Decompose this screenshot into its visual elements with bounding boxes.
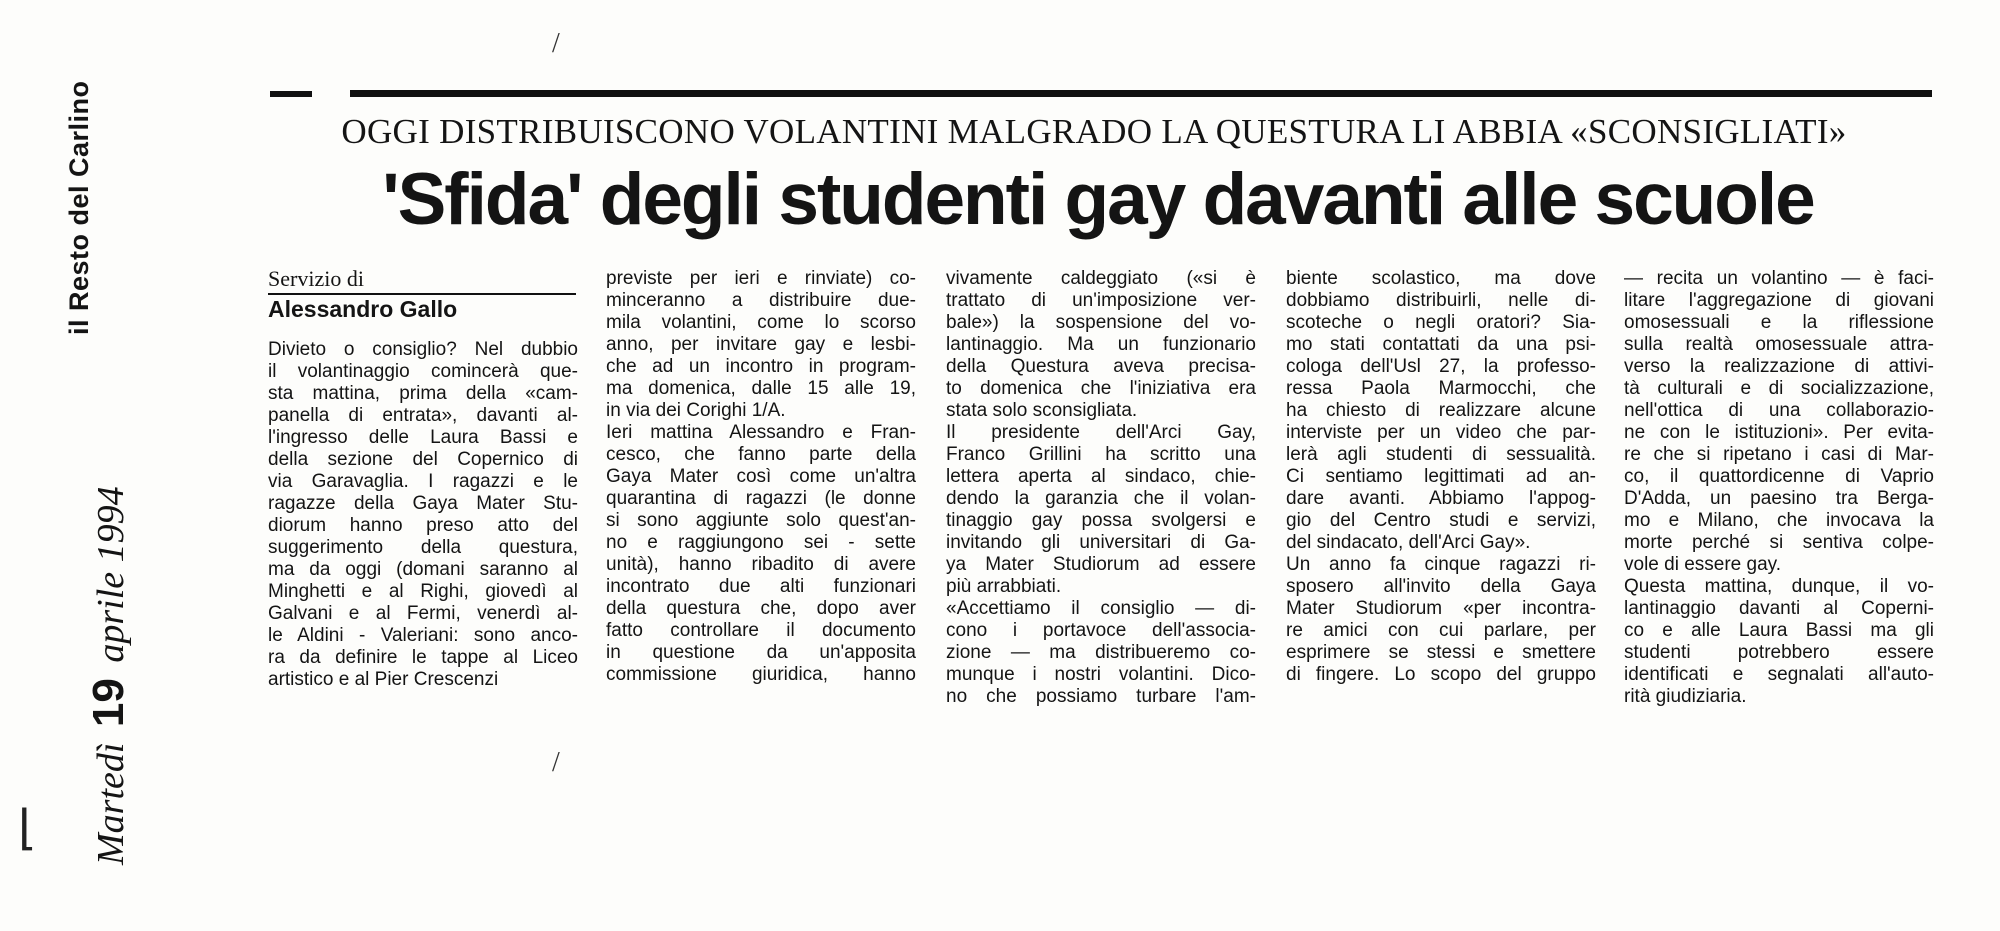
column-line: Questa mattina, dunque, il vo- (1624, 576, 1934, 597)
column-line: morte perché si sentiva colpe- (1624, 532, 1934, 553)
column-line: mila volantini, come lo scorso (606, 312, 916, 333)
column-line: Gaya Mater così come un'altra (606, 466, 916, 487)
column-line: ma domenica, dalle 15 alle 19, (606, 378, 916, 399)
column-line: ressa Paola Marmocchi, che (1286, 378, 1596, 399)
column-line: no e raggiungono sei - sette (606, 532, 916, 553)
header-rule (350, 90, 1932, 97)
column-line: co, il quattordicenne di Vaprio (1624, 466, 1934, 487)
column-line: munque i nostri volantini. Dico- (946, 664, 1256, 685)
column-line: sposero all'invito della Gaya (1286, 576, 1596, 597)
column-line: stata solo sconsigliata. (946, 400, 1138, 421)
column-line: co e alle Laura Bassi ma gli (1624, 620, 1934, 641)
column-line: rità giudiziaria. (1624, 686, 1747, 707)
column-line: cono i portavoce dell'associa- (946, 620, 1256, 641)
column-line: nell'ottica di una collaborazio- (1624, 400, 1934, 421)
column-line: minceranno a distribuire due- (606, 290, 916, 311)
column-line: esprimere se stessi e smettere (1286, 642, 1596, 663)
column-line: Il presidente dell'Arci Gay, (946, 422, 1256, 443)
column-line: lerà agli studenti di sessualità. (1286, 444, 1596, 465)
column-line: zione — ma distribueremo co- (946, 642, 1256, 663)
column-line: verso la realizzazione di attivi- (1624, 356, 1934, 377)
column-line: ne con le istituzioni». Per evita- (1624, 422, 1934, 443)
column-line: ragazze della Gaya Mater Stu- (268, 493, 578, 514)
column-line: Mater Studiorum «per incontra- (1286, 598, 1596, 619)
column-line: gio del Centro studi e servizi, (1286, 510, 1596, 531)
column-line: Un anno fa cinque ragazzi ri- (1286, 554, 1596, 575)
column-line: tinaggio gay possa svolgersi e (946, 510, 1256, 531)
column-line: le Aldini - Valeriani: sono anco- (268, 625, 578, 646)
article-column-4 (1286, 268, 1596, 686)
column-line: via Garavaglia. I ragazzi e le (268, 471, 578, 492)
column-line: D'Adda, un paesino tra Berga- (1624, 488, 1934, 509)
column-line: panella di entrata», davanti al- (268, 405, 578, 426)
byline-rule (268, 293, 576, 295)
column-line: ha chiesto di realizzare alcune (1286, 400, 1596, 421)
column-line: «Accettiamo il consiglio — di- (946, 598, 1256, 619)
column-line: — recita un volantino — è faci- (1624, 268, 1934, 289)
article-kicker: OGGI DISTRIBUISCONO VOLANTINI MALGRADO LA QUESTURA LI ABBIA «SCONSIGLIATI» (341, 112, 1847, 151)
column-line: Ci sentiamo legittimati ad an- (1286, 466, 1596, 487)
column-line: biente scolastico, ma dove (1286, 268, 1596, 289)
column-line: to domenica che l'iniziativa era (946, 378, 1256, 399)
column-line: artistico e al Pier Crescenzi (268, 669, 499, 690)
column-line: vole di essere gay. (1624, 554, 1782, 575)
header-rule-short (270, 91, 312, 97)
column-line: unità), hanno ribadito di avere (606, 554, 916, 575)
column-line: bale») la sospensione del vo- (946, 312, 1256, 333)
column-line: tà culturali e di socializzazione, (1624, 378, 1934, 399)
article-column-3 (946, 268, 1256, 708)
dateline-weekday: Martedì (90, 742, 132, 865)
column-line: dobbiamo distribuirli, nelle di- (1286, 290, 1596, 311)
scan-margin-mark: ⌊ (18, 802, 37, 855)
column-line: lettera aperta al sindaco, chie- (946, 466, 1256, 487)
article-column-2 (606, 268, 916, 686)
column-line: lantinaggio davanti al Coperni- (1624, 598, 1934, 619)
column-line: Divieto o consiglio? Nel dubbio (268, 339, 578, 360)
column-line: del sindacato, dell'Arci Gay». (1286, 532, 1531, 553)
column-line: interviste per un video che par- (1286, 422, 1596, 443)
column-line: litare l'aggregazione di giovani (1624, 290, 1934, 311)
column-line: previste per ieri e rinviate) co- (606, 268, 916, 289)
newspaper-masthead: il Resto del Carlino (64, 80, 94, 335)
article-headline: 'Sfida' degli studenti gay davanti alle scuole (382, 159, 1814, 240)
column-line: si sono aggiunte solo quest'an- (606, 510, 916, 531)
column-line: ma da oggi (domani saranno al (268, 559, 578, 580)
column-line: cesco, che fanno parte della (606, 444, 916, 465)
column-line: vivamente caldeggiato («si è (946, 268, 1256, 289)
column-line: omosessuali e la riflessione (1624, 312, 1934, 333)
column-line: re amici con cui parlare, per (1286, 620, 1596, 641)
column-line: della questura che, dopo aver (606, 598, 916, 619)
column-line: ya Mater Studiorum ad essere (946, 554, 1256, 575)
column-line: studenti potrebbero essere (1624, 642, 1934, 663)
column-line: che ad un incontro in program- (606, 356, 916, 377)
column-line: diorum hanno preso atto del (268, 515, 578, 536)
dateline-month-year: aprile 1994 (90, 486, 132, 663)
column-line: l'ingresso delle Laura Bassi e (268, 427, 578, 448)
column-line: suggerimento della questura, (268, 537, 578, 558)
column-line: della sezione del Copernico di (268, 449, 578, 470)
dateline-day: 19 (84, 678, 133, 728)
column-line: sta mattina, prima della «cam- (268, 383, 578, 404)
column-line: mo stati contattati da una psi- (1286, 334, 1596, 355)
column-line: invitando gli universitari di Ga- (946, 532, 1256, 553)
column-line: mo e Milano, che invocava la (1624, 510, 1934, 531)
column-line: in via dei Corighi 1/A. (606, 400, 786, 421)
column-line: dendo la garanzia che il volan- (946, 488, 1256, 509)
column-line: lantinaggio. Ma un funzionario (946, 334, 1256, 355)
column-line: fatto controllare il documento (606, 620, 916, 641)
column-line: Ieri mattina Alessandro e Fran- (606, 422, 916, 443)
column-line: no che possiamo turbare l'am- (946, 686, 1256, 707)
column-line: ra da definire le tappe al Liceo (268, 647, 578, 668)
scan-tick-mark: / (552, 747, 560, 778)
column-line: re che si ripetano i casi di Mar- (1624, 444, 1934, 465)
byline-author: Alessandro Gallo (268, 296, 458, 322)
column-line: Minghetti e al Righi, giovedì al (268, 581, 578, 602)
column-line: cologa dell'Usl 27, la professo- (1286, 356, 1596, 377)
scan-tick-mark: / (552, 28, 560, 59)
column-line: anno, per invitare gay e lesbi- (606, 334, 916, 355)
column-line: trattato di un'imposizione ver- (946, 290, 1256, 311)
column-line: della Questura aveva precisa- (946, 356, 1256, 377)
column-line: dare avanti. Abbiamo l'appog- (1286, 488, 1596, 509)
column-line: identificati e segnalati all'auto- (1624, 664, 1934, 685)
column-line: di fingere. Lo scopo del gruppo (1286, 664, 1596, 685)
column-line: sulla realtà omosessuale attra- (1624, 334, 1934, 355)
column-line: commissione giuridica, hanno (606, 664, 916, 685)
column-line: più arrabbiati. (946, 576, 1062, 597)
column-line: Galvani e al Fermi, venerdì al- (268, 603, 578, 624)
column-line: Franco Grillini ha scritto una (946, 444, 1256, 465)
column-line: incontrato due alti funzionari (606, 576, 916, 597)
column-line: scoteche o negli oratori? Sia- (1286, 312, 1596, 333)
article-column-1 (268, 339, 578, 691)
column-line: quarantina di ragazzi (le donne (606, 488, 916, 509)
column-line: in questione da un'apposita (606, 642, 916, 663)
dateline (84, 486, 134, 865)
column-line: il volantinaggio comincerà que- (268, 361, 578, 382)
byline-label: Servizio di (268, 266, 364, 291)
article-column-5 (1624, 268, 1934, 708)
